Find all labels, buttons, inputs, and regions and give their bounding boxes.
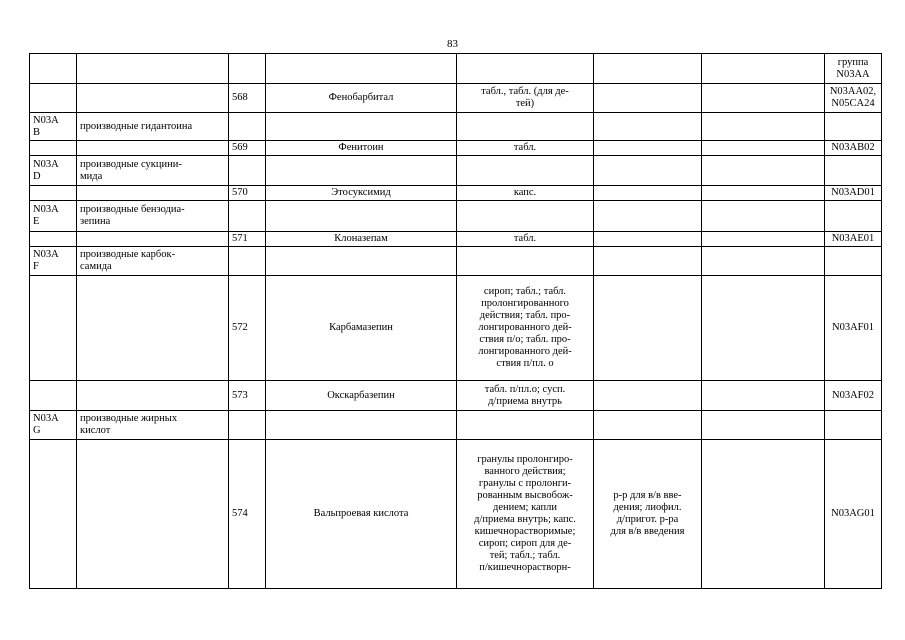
drug-name-cell: Вальпроевая кислота xyxy=(266,440,457,589)
atc-code-cell: группа N03AA xyxy=(825,54,882,84)
empty-cell xyxy=(702,440,825,589)
table-row xyxy=(30,440,882,589)
empty-cell xyxy=(702,201,825,232)
atc-code-cell: N03AA02, N05CA24 xyxy=(825,84,882,113)
dosage-form-cell xyxy=(457,54,594,84)
group-cell: производные сукцини- мида xyxy=(77,156,229,186)
group-cell: производные гидантоина xyxy=(77,113,229,141)
code-cell: N03A G xyxy=(30,411,77,440)
page-number: 83 xyxy=(447,38,458,50)
empty-cell xyxy=(702,381,825,411)
table-row xyxy=(30,201,882,232)
drug-name-cell xyxy=(266,247,457,276)
table-row xyxy=(30,84,882,113)
atc-code-cell: N03AE01 xyxy=(825,232,882,247)
dosage-form-cell: гранулы пролонгиро- ванного действия; гранулы с пролонги- рованным высвобож- дением; капли д/приема внутрь; капс. кишечнорастворимые; сироп; сироп для де- тей; табл.; табл. п/кишечнорастворн- xyxy=(457,440,594,589)
drug-name-cell xyxy=(266,156,457,186)
empty-cell xyxy=(702,141,825,156)
number-cell xyxy=(229,411,266,440)
code-cell xyxy=(30,276,77,381)
number-cell xyxy=(229,156,266,186)
atc-code-cell: N03AG01 xyxy=(825,440,882,589)
group-cell xyxy=(77,440,229,589)
drug-name-cell: Окскарбазепин xyxy=(266,381,457,411)
empty-cell xyxy=(702,247,825,276)
code-cell xyxy=(30,186,77,201)
dosage-form-extra-cell xyxy=(594,201,702,232)
table-row xyxy=(30,186,882,201)
number-cell xyxy=(229,54,266,84)
dosage-form-extra-cell xyxy=(594,381,702,411)
code-cell: N03A B xyxy=(30,113,77,141)
number-cell xyxy=(229,113,266,141)
empty-cell xyxy=(702,113,825,141)
empty-cell xyxy=(702,276,825,381)
dosage-form-extra-cell xyxy=(594,276,702,381)
atc-code-cell xyxy=(825,201,882,232)
atc-code-cell: N03AF01 xyxy=(825,276,882,381)
code-cell xyxy=(30,84,77,113)
group-cell xyxy=(77,381,229,411)
empty-cell xyxy=(702,186,825,201)
table-row xyxy=(30,411,882,440)
dosage-form-extra-cell xyxy=(594,186,702,201)
table-row xyxy=(30,113,882,141)
atc-code-cell: N03AF02 xyxy=(825,381,882,411)
drug-name-cell: Этосуксимид xyxy=(266,186,457,201)
atc-code-cell xyxy=(825,411,882,440)
group-cell xyxy=(77,54,229,84)
dosage-form-extra-cell xyxy=(594,247,702,276)
code-cell xyxy=(30,232,77,247)
group-cell: производные карбок- самида xyxy=(77,247,229,276)
drug-name-cell xyxy=(266,113,457,141)
table-row xyxy=(30,141,882,156)
number-cell: 570 xyxy=(229,186,266,201)
atc-code-cell xyxy=(825,156,882,186)
dosage-form-cell xyxy=(457,113,594,141)
dosage-form-cell: капс. xyxy=(457,186,594,201)
atc-code-cell: N03AD01 xyxy=(825,186,882,201)
number-cell: 573 xyxy=(229,381,266,411)
code-cell xyxy=(30,141,77,156)
group-cell: производные жирных кислот xyxy=(77,411,229,440)
code-cell xyxy=(30,54,77,84)
dosage-form-extra-cell xyxy=(594,54,702,84)
drug-name-cell xyxy=(266,411,457,440)
drug-table xyxy=(29,53,882,589)
drug-name-cell xyxy=(266,201,457,232)
code-cell: N03A E xyxy=(30,201,77,232)
table-row xyxy=(30,276,882,381)
atc-code-cell xyxy=(825,247,882,276)
dosage-form-cell: табл. п/пл.о; сусп. д/приема внутрь xyxy=(457,381,594,411)
empty-cell xyxy=(702,411,825,440)
number-cell: 572 xyxy=(229,276,266,381)
table-row xyxy=(30,247,882,276)
dosage-form-cell xyxy=(457,201,594,232)
dosage-form-cell: табл. xyxy=(457,141,594,156)
dosage-form-cell: табл., табл. (для де- тей) xyxy=(457,84,594,113)
code-cell: N03A F xyxy=(30,247,77,276)
drug-name-cell: Фенитоин xyxy=(266,141,457,156)
dosage-form-cell: табл. xyxy=(457,232,594,247)
empty-cell xyxy=(702,54,825,84)
group-cell xyxy=(77,84,229,113)
group-cell xyxy=(77,276,229,381)
table-row xyxy=(30,156,882,186)
empty-cell xyxy=(702,84,825,113)
dosage-form-extra-cell xyxy=(594,411,702,440)
dosage-form-extra-cell xyxy=(594,156,702,186)
empty-cell xyxy=(702,156,825,186)
group-cell xyxy=(77,186,229,201)
dosage-form-cell: сироп; табл.; табл. пролонгированного действия; табл. про- лонгированного дей- ствия п/о; табл. про- лонгированного дей- ствия п/пл. о xyxy=(457,276,594,381)
code-cell: N03A D xyxy=(30,156,77,186)
group-cell xyxy=(77,141,229,156)
table-row xyxy=(30,232,882,247)
dosage-form-extra-cell xyxy=(594,141,702,156)
drug-name-cell: Карбамазепин xyxy=(266,276,457,381)
dosage-form-extra-cell xyxy=(594,84,702,113)
number-cell xyxy=(229,247,266,276)
code-cell xyxy=(30,440,77,589)
table-row xyxy=(30,54,882,84)
atc-code-cell xyxy=(825,113,882,141)
code-cell xyxy=(30,381,77,411)
number-cell: 568 xyxy=(229,84,266,113)
atc-code-cell: N03AB02 xyxy=(825,141,882,156)
drug-name-cell: Фенобарбитал xyxy=(266,84,457,113)
group-cell: производные бензодиа- зепина xyxy=(77,201,229,232)
number-cell: 569 xyxy=(229,141,266,156)
dosage-form-cell xyxy=(457,411,594,440)
drug-name-cell xyxy=(266,54,457,84)
dosage-form-cell xyxy=(457,247,594,276)
dosage-form-extra-cell xyxy=(594,113,702,141)
dosage-form-extra-cell: р-р для в/в вве- дения; лиофил. д/пригот. р-ра для в/в введения xyxy=(594,440,702,589)
empty-cell xyxy=(702,232,825,247)
dosage-form-cell xyxy=(457,156,594,186)
table-row xyxy=(30,381,882,411)
drug-name-cell: Клоназепам xyxy=(266,232,457,247)
number-cell: 571 xyxy=(229,232,266,247)
number-cell xyxy=(229,201,266,232)
number-cell: 574 xyxy=(229,440,266,589)
dosage-form-extra-cell xyxy=(594,232,702,247)
group-cell xyxy=(77,232,229,247)
